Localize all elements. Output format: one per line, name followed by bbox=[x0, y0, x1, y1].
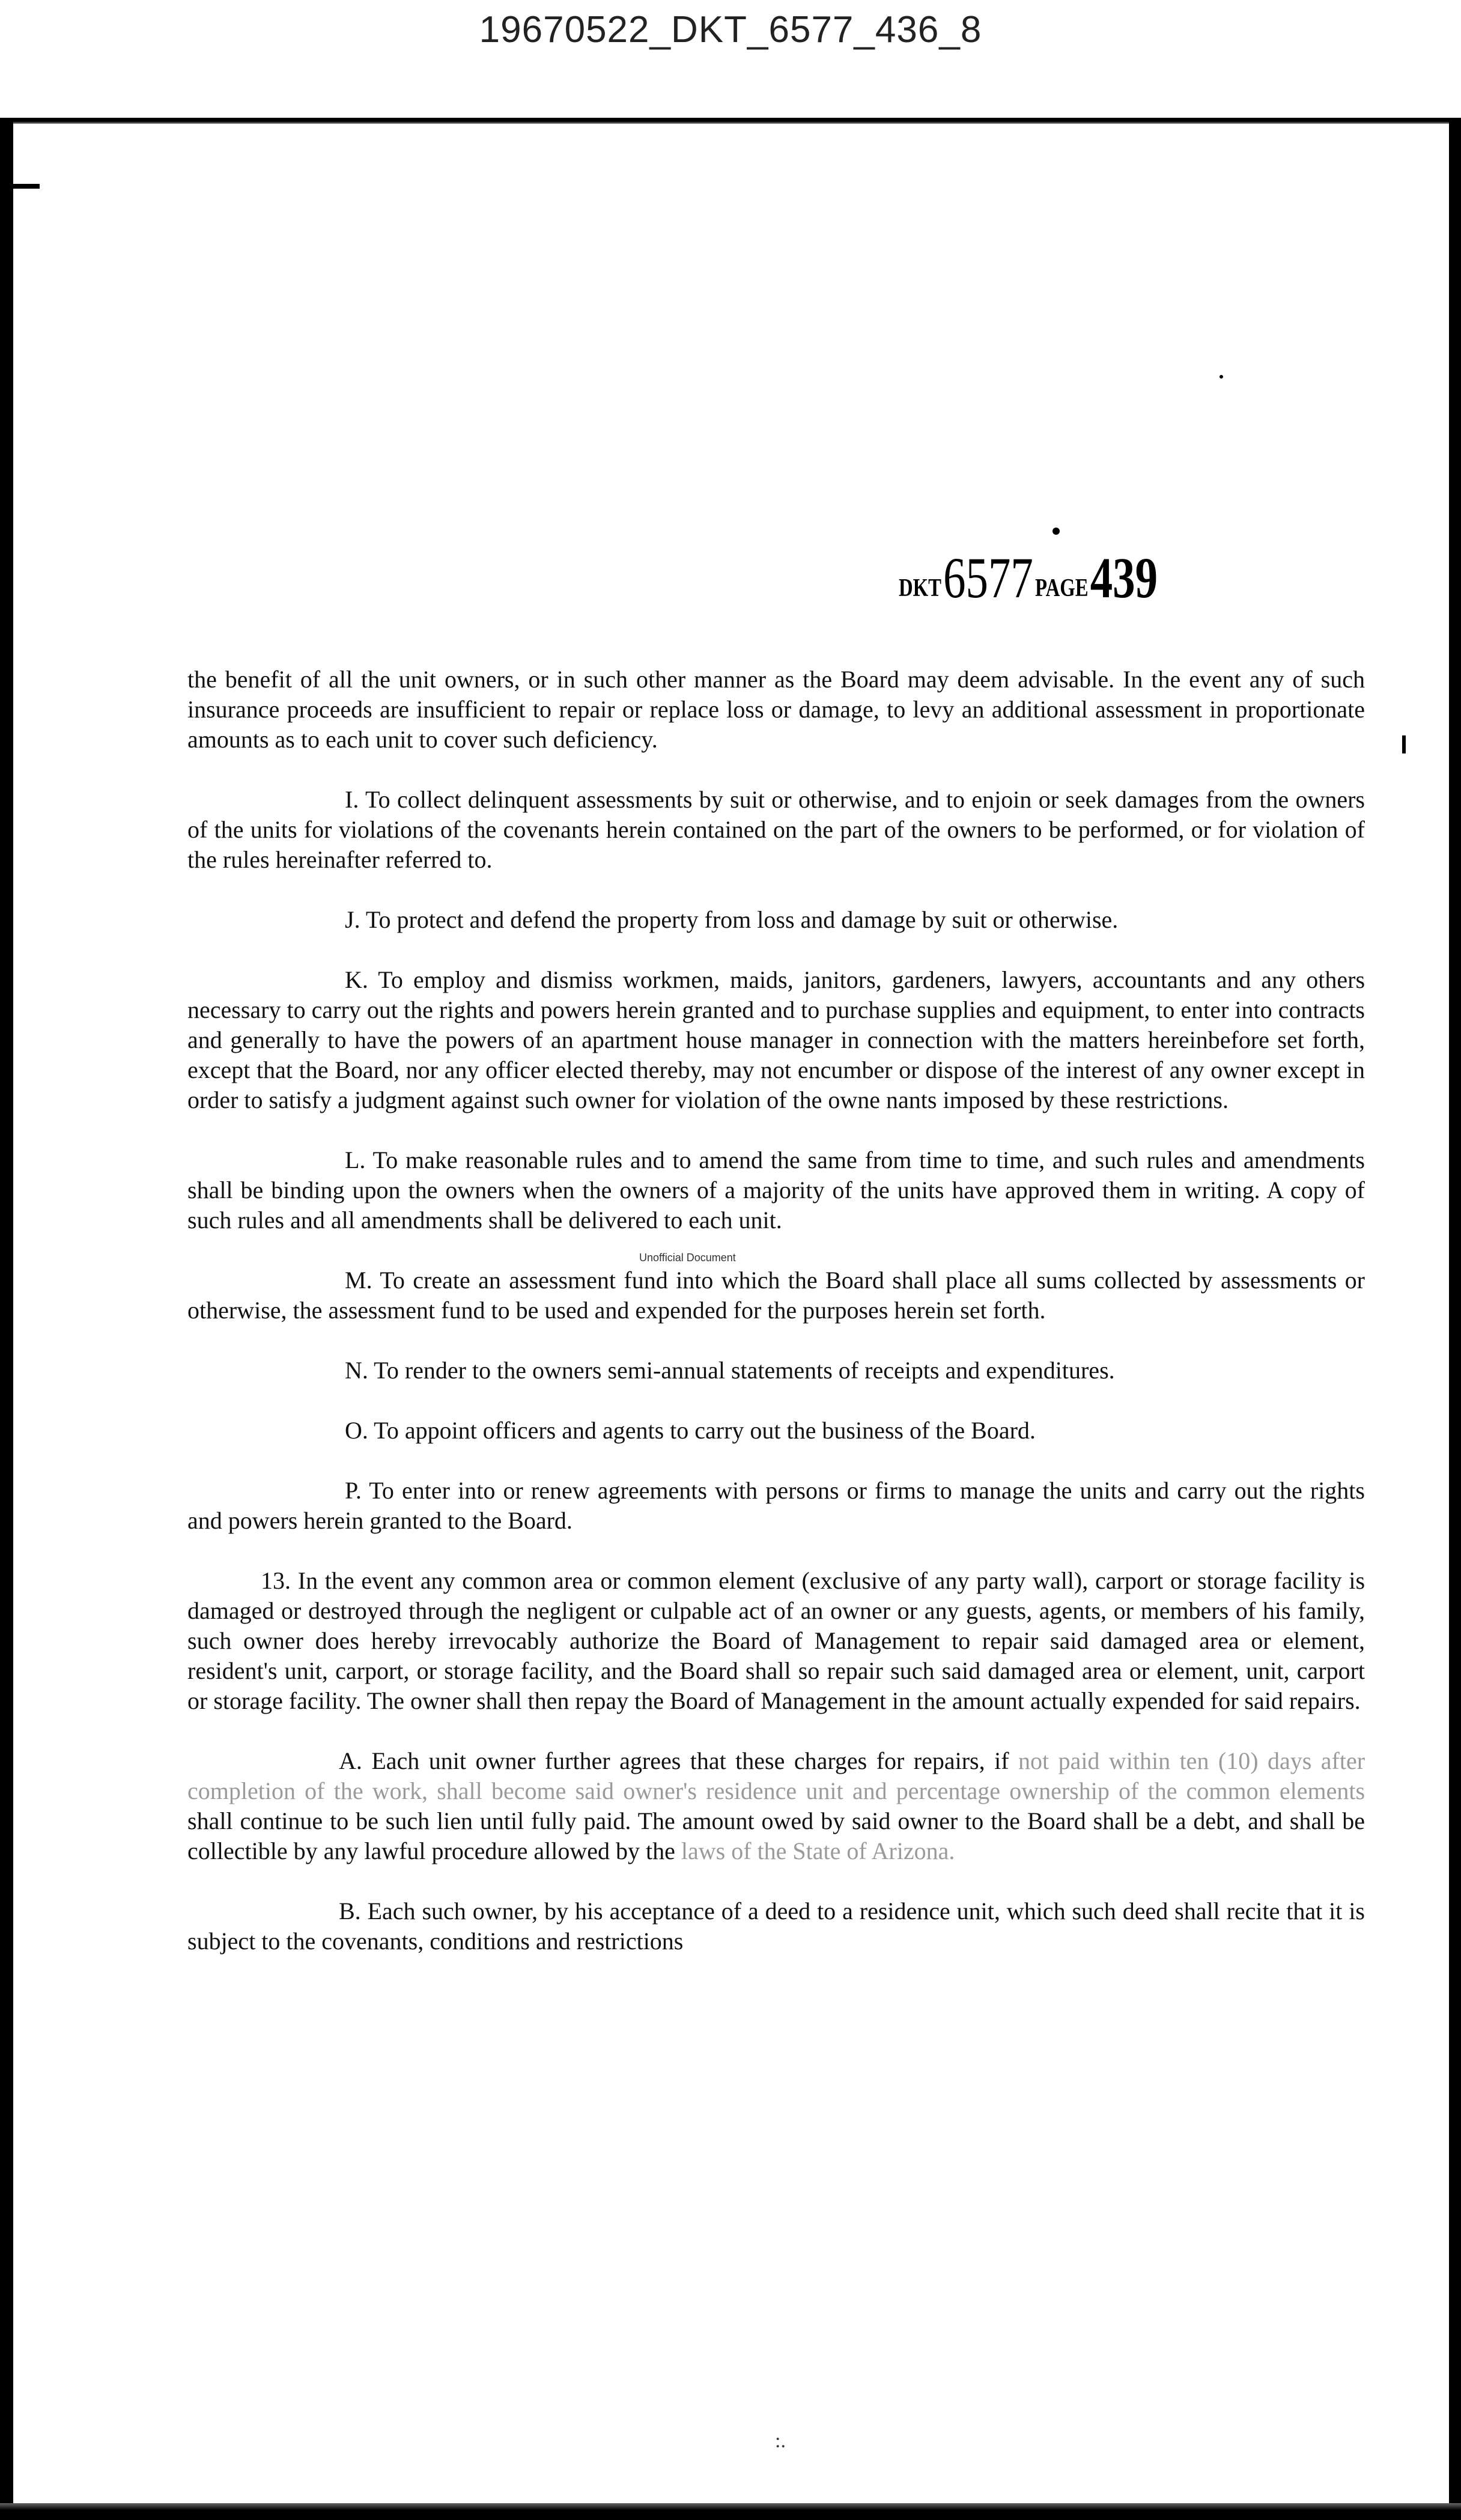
paragraph-text: To render to the owners semi-annual statements of receipts and expenditures. bbox=[374, 1357, 1115, 1384]
paragraph-item-i bbox=[187, 785, 1365, 875]
paragraph-item-l bbox=[187, 1145, 1365, 1235]
paragraph-text: To employ and dismiss workmen, maids, janitors, gardeners, lawyers, accountants and any others necessary to carry out the rights and powers herein granted and to purchase supplies and equipment, to enter into contracts and generally to have the powers of an apartment house manager in connection with the matters hereinbefore set forth, except that the Board, nor any officer elected thereby, may not encumber or dispose of the interest of any owner except in order to satisfy a judgment against such owner for violation of the owne bbox=[187, 966, 1365, 1113]
paragraph-text: To protect and defend the property from loss and damage by suit or otherwise. bbox=[365, 906, 1119, 933]
paragraph-text: Each such owner, by his acceptance of a deed to a residence unit, which such deed shall recite that it is subject to the covenants, conditions and restrictions bbox=[187, 1898, 1365, 1955]
footer-mark: :. bbox=[775, 2430, 786, 2452]
paragraph-label: L. bbox=[345, 1146, 366, 1173]
paragraph-label: K. bbox=[345, 966, 368, 993]
scan-frame-left bbox=[0, 120, 13, 2520]
scan-mark-dot bbox=[1052, 528, 1060, 535]
document-body bbox=[187, 665, 1365, 1986]
faded-line: not paid within ten (10) days after completion of the work, shall become bbox=[187, 1747, 1365, 1804]
paragraph-item-n bbox=[187, 1356, 1365, 1386]
paragraph-text: To collect delinquent assessments by suit or otherwise, and to enjoin or seek damages from the owners of the units for violations of the covenants herein contained on the part of the owners to be performed, or for violation of the rules hereinafter referred to. bbox=[187, 786, 1365, 873]
scan-frame-top bbox=[0, 118, 1461, 124]
paragraph-continuation bbox=[187, 665, 1365, 755]
paragraph-label: M. bbox=[345, 1267, 372, 1294]
paragraph-label: A. bbox=[339, 1747, 362, 1774]
paragraph-item-k bbox=[187, 965, 1365, 1115]
paragraph-item-j bbox=[187, 905, 1365, 935]
paragraph-label: P. bbox=[345, 1477, 362, 1504]
paragraph-text: Each unit owner further agrees that these charges for repairs, if bbox=[371, 1747, 1009, 1774]
paragraph-section-13 bbox=[187, 1566, 1365, 1716]
page-number: 439 bbox=[1090, 546, 1158, 610]
paragraph-label: 13. bbox=[261, 1567, 291, 1594]
paragraph-label: N. bbox=[345, 1357, 368, 1384]
faded-line: laws of the State of Arizona. bbox=[681, 1837, 955, 1864]
page-label: PAGE bbox=[1034, 574, 1089, 602]
paragraph-label: J. bbox=[345, 906, 360, 933]
paragraph-text-after: nants imposed by these restrictions. bbox=[886, 1086, 1229, 1113]
docket-number: 6577 bbox=[943, 546, 1033, 610]
paragraph-item-m bbox=[187, 1265, 1365, 1325]
scan-mark-right bbox=[1402, 735, 1406, 753]
scan-frame-bottom bbox=[0, 2503, 1461, 2520]
paragraph-label: I. bbox=[345, 786, 359, 813]
paragraph-text: To enter into or renew agreements with persons or firms to manage the units and carry out the rights and powers herein granted to the Board. bbox=[187, 1477, 1365, 1534]
scan-mark-left bbox=[13, 184, 40, 189]
paragraph-item-p bbox=[187, 1476, 1365, 1536]
paragraph-label: B. bbox=[339, 1898, 361, 1925]
scan-frame-right bbox=[1449, 120, 1461, 2520]
paragraph-label: O. bbox=[345, 1417, 368, 1444]
page-header-title: 19670522_DKT_6577_436_8 bbox=[479, 9, 982, 50]
paragraph-text: To create an assessment fund into which the Board shall place all sums collected by assessments or otherwise, the assessment fund to be used and expended for the purposes herein set forth. bbox=[187, 1267, 1365, 1324]
paragraph-text: To appoint officers and agents to carry out the business of the Board. bbox=[374, 1417, 1036, 1444]
paragraph-item-o bbox=[187, 1416, 1365, 1446]
scan-mark-dot bbox=[1220, 375, 1223, 379]
paragraph-text: To make reasonable rules and to amend the same from time to time, and such rules and amendments shall be binding upon the owners when the owners of a majority of the units have approved them in writing. A copy of such rules and all amendments shall be delivered to each unit. bbox=[187, 1146, 1365, 1234]
paragraph-text: the benefit of all the unit owners, or in such other manner as the Board may deem advisable. In the event any of such insurance proceeds are insufficient to repair or replace loss or damage, to levy an additional assessment in proportionate amounts as to each unit to cover such deficiency. bbox=[187, 666, 1365, 753]
paragraph-text-continued: shall continue to be such lien until fully paid. The amount owed by said owner to the Board shall be a debt, and shall be collectible by any lawful procedure allowed by the bbox=[187, 1807, 1365, 1864]
unofficial-watermark: Unofficial Document bbox=[639, 1252, 736, 1264]
docket-label: DKT bbox=[899, 574, 941, 602]
paragraph-text: In the event any common area or common element (exclusive of any party wall), carport or storage facility is damaged or destroyed through the negligent or culpable act of an owner or any guests, agents, or members of his family, such owner does hereby irrevocably authorize the Board of Management to repair said damaged area or element, resident's unit, carport, or storage facility, and the Board shall so repair such said damaged area or element, unit, carport or storage facility. The owner shall then repay the Board of Management in the amount actually expended for said repairs. bbox=[187, 1567, 1365, 1714]
faded-line: said owner's residence unit and percentage ownership of the common elements bbox=[575, 1777, 1365, 1804]
paragraph-sub-a bbox=[187, 1746, 1365, 1866]
docket-stamp bbox=[899, 546, 1158, 610]
paragraph-sub-b bbox=[187, 1896, 1365, 1956]
